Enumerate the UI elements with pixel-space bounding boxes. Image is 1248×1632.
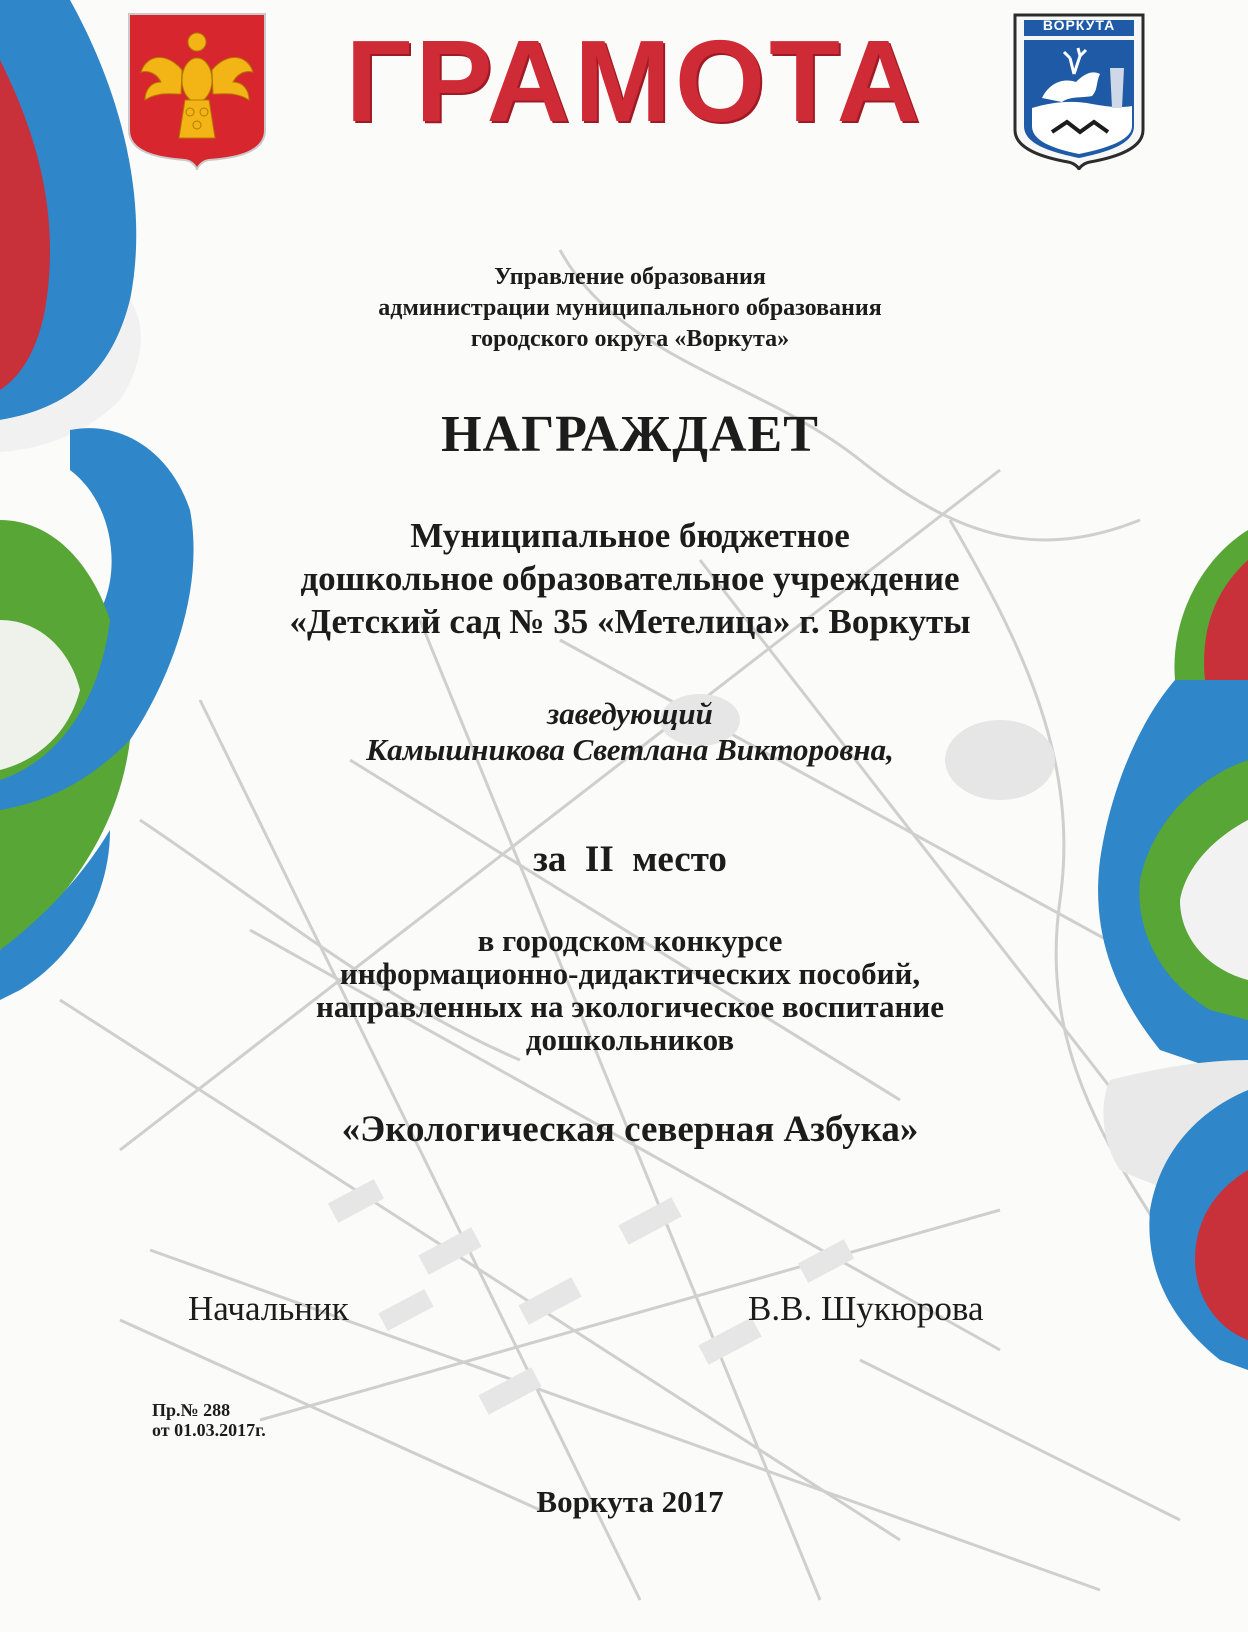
place-and-year: Воркута 2017 xyxy=(536,1484,724,1519)
order-reference xyxy=(152,1400,266,1440)
contest-line: направленных на экологическое воспитание xyxy=(315,989,945,1024)
contest-line: дошкольников xyxy=(525,1022,735,1057)
organization-line: «Детский сад № 35 «Метелица» г. Воркуты xyxy=(289,602,971,641)
komi-coat-of-arms-icon xyxy=(127,12,267,172)
issuer-line: Управление образования xyxy=(494,264,766,290)
vorkuta-coat-of-arms-icon xyxy=(1012,12,1146,170)
issuer-line: администрации муниципального образования xyxy=(378,295,882,321)
organization-line: дошкольное образовательное учреждение xyxy=(300,559,960,598)
organization-block xyxy=(200,514,1060,643)
organization-line: Муниципальное бюджетное xyxy=(410,516,850,555)
signatory-role: Начальник xyxy=(188,1289,349,1328)
recipient-position: заведующий xyxy=(547,696,713,731)
contest-block xyxy=(200,924,1060,1056)
awards-heading: НАГРАЖДАЕТ xyxy=(441,406,819,463)
signatory-name: В.В. Шукюрова xyxy=(748,1289,984,1328)
recipient-name: Камышникова Светлана Викторовна, xyxy=(366,732,894,767)
order-number: Пр.№ 288 xyxy=(152,1400,231,1420)
certificate-title: ГРАМОТА xyxy=(345,16,925,146)
award-place xyxy=(200,838,1060,882)
contest-line: информационно-дидактических пособий, xyxy=(339,956,921,991)
order-date: от 01.03.2017г. xyxy=(152,1420,266,1440)
contest-name: «Экологическая северная Азбука» xyxy=(341,1109,919,1150)
issuer-line: городского округа «Воркута» xyxy=(470,326,790,352)
right-ribbon xyxy=(1098,530,1248,1370)
issuer-block xyxy=(200,262,1060,355)
vorkuta-coat-of-arms xyxy=(1012,12,1146,170)
contest-line: в городском конкурсе xyxy=(477,923,783,958)
coat-city-label: ВОРКУТА xyxy=(1042,17,1116,33)
recipient-block xyxy=(200,696,1060,768)
award-place-text: за II место xyxy=(533,839,727,880)
